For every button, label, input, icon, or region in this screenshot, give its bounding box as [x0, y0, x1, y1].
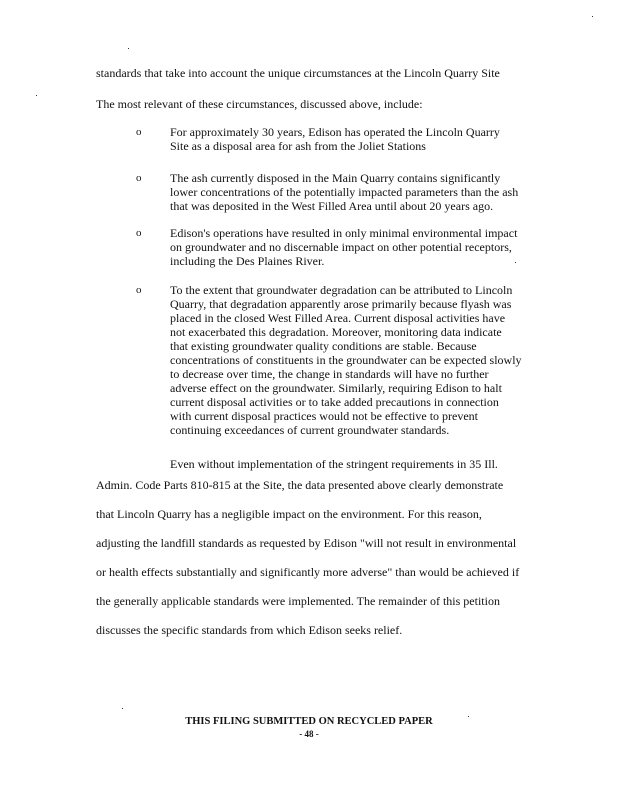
bullet-line: concentrations of constituents in the groundwater can be expected slowly: [170, 353, 522, 367]
bullet-line: Site as a disposal area for ash from the Joliet Stations: [170, 139, 426, 153]
intro-line: standards that take into account the unique circumstances at the Lincoln Quarry Site: [96, 66, 500, 80]
paragraph-line: the generally applicable standards were implemented. The remainder of this petition: [96, 594, 500, 608]
paragraph-line: or health effects substantially and significantly more adverse" than would be achieved if: [96, 565, 520, 579]
scan-speck: [128, 48, 129, 49]
scan-speck: [515, 262, 516, 263]
bullet-line: To the extent that groundwater degradation can be attributed to Lincoln: [170, 283, 513, 297]
bullet-line: that was deposited in the West Filled Area until about 20 years ago.: [170, 199, 494, 213]
bullet-line: including the Des Plaines River.: [170, 254, 325, 268]
bullet-line: The ash currently disposed in the Main Quarry contains significantly: [170, 171, 501, 185]
recycled-paper-notice: THIS FILING SUBMITTED ON RECYCLED PAPER: [185, 716, 433, 727]
bullet-line: not exacerbated this degradation. Moreover, monitoring data indicate: [170, 325, 502, 339]
paragraph-line: adjusting the landfill standards as requested by Edison "will not result in environmental: [96, 536, 517, 550]
bullet-icon: o: [136, 227, 142, 239]
scan-speck: [592, 16, 593, 17]
scan-speck: [122, 708, 123, 709]
bullet-icon: o: [136, 172, 142, 184]
paragraph-line: discusses the specific standards from which Edison seeks relief.: [96, 623, 403, 637]
paragraph-line: that Lincoln Quarry has a negligible impact on the environment. For this reason,: [96, 507, 482, 521]
bullet-line: adverse effect on the groundwater. Similarly, requiring Edison to halt: [170, 381, 502, 395]
lead-in: The most relevant of these circumstances, discussed above, include:: [96, 97, 423, 111]
bullet-line: with current disposal practices would not be effective to prevent: [170, 409, 479, 423]
bullet-line: Quarry, that degradation apparently arose primarily because flyash was: [170, 297, 512, 311]
scan-speck: [36, 95, 37, 96]
closing-paragraph: [96, 471, 519, 645]
bullet-line: placed in the closed West Filled Area. Current disposal activities have: [170, 311, 506, 325]
bullet-line: to decrease over time, the change in standards will have no further: [170, 367, 489, 381]
paragraph-line: Admin. Code Parts 810-815 at the Site, the data presented above clearly demonstrate: [96, 478, 504, 492]
bullet-line: lower concentrations of the potentially impacted parameters than the ash: [170, 185, 519, 199]
bullet-line: current disposal activities or to take added precautions in connection: [170, 395, 499, 409]
scan-speck: [468, 716, 469, 717]
bullet-line: For approximately 30 years, Edison has operated the Lincoln Quarry: [170, 125, 500, 139]
page-number: - 48 -: [299, 729, 319, 739]
bullet-line: continuing exceedances of current groundwater standards.: [170, 423, 450, 437]
bullet-icon: o: [136, 126, 142, 138]
paragraph-first-line: Even without implementation of the stringent requirements in 35 Ill.: [170, 457, 498, 471]
bullet-icon: o: [136, 284, 142, 296]
bullet-line: on groundwater and no discernable impact on other potential receptors,: [170, 240, 512, 254]
bullet-line: Edison's operations have resulted in only minimal environmental impact: [170, 226, 518, 240]
bullet-line: that existing groundwater quality conditions are stable. Because: [170, 339, 477, 353]
